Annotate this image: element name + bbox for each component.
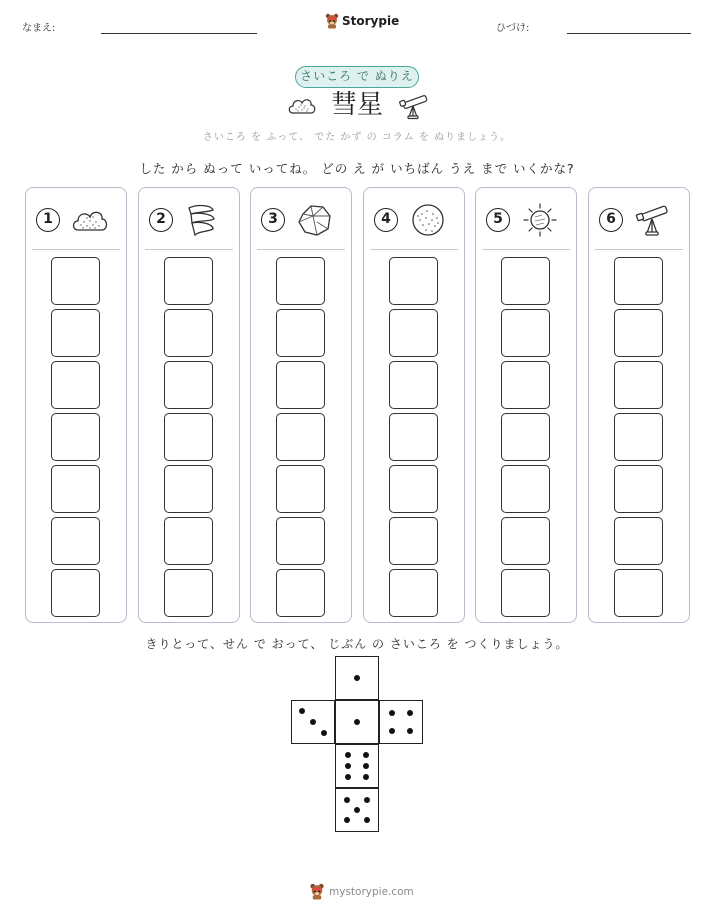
color-cell [389,517,438,565]
color-cell [389,361,438,409]
footer-url[interactable]: mystorypie.com [329,885,414,898]
color-cell [276,465,325,513]
color-cell [164,309,213,357]
color-cell [276,413,325,461]
date-label: ひづけ: [496,23,530,34]
die-pip [389,728,395,734]
subtitle: さいころ を ふって、 でた かず の コラム を ぬりましょう。 [202,132,512,143]
column-6 [588,187,690,623]
color-cell [164,361,213,409]
color-cell [276,361,325,409]
color-cell [276,257,325,305]
color-cell [164,413,213,461]
die-pip [364,797,370,803]
footer [309,883,414,900]
die-pip [407,710,413,716]
die-face-6 [335,744,379,788]
column-number: 3 [261,208,285,232]
color-cell [51,257,100,305]
column-divider [257,249,345,250]
color-cell [164,465,213,513]
die-pip [345,763,351,769]
color-cell [276,309,325,357]
color-cell [276,569,325,617]
column-number: 5 [486,208,510,232]
die-face-1 [335,656,379,700]
column-divider [370,249,458,250]
color-cell [501,257,550,305]
color-cell [501,569,550,617]
telescope-icon [398,92,432,120]
color-cell [51,361,100,409]
color-cell [501,413,550,461]
die-pip [345,774,351,780]
column-3 [250,187,352,623]
die-pip [363,763,369,769]
die-pip [345,752,351,758]
die-pip [344,817,350,823]
instruction: した から ぬって いってね。 どの え が いちばん うえ まで いくかな? [139,161,575,176]
die-pip [363,752,369,758]
column-divider [32,249,120,250]
die-face-3 [291,700,335,744]
column-4 [363,187,465,623]
sun-icon [520,202,560,238]
date-line [567,33,691,34]
color-cell [389,257,438,305]
color-cell [389,569,438,617]
ribbon-icon [183,202,223,238]
moon-icon [408,202,448,238]
cutout-instruction: きりとって、せん で おって、 じぶん の さいころ を つくりましょう。 [145,637,569,651]
color-cell [51,517,100,565]
activity-badge: さいころ で ぬりえ [295,66,419,88]
die-face-1-center [335,700,379,744]
color-cell [51,569,100,617]
color-cell [614,361,663,409]
color-cell [389,413,438,461]
column-1 [25,187,127,623]
die-pip [354,719,360,725]
rock-icon [295,202,335,238]
page-title: 彗星 [330,90,383,120]
color-cell [614,413,663,461]
column-divider [482,249,570,250]
cloud-icon [70,202,110,238]
die-pip [321,730,327,736]
die-pip [407,728,413,734]
column-5 [475,187,577,623]
die-pip [354,807,360,813]
color-cell [501,309,550,357]
color-cell [51,309,100,357]
name-line [101,33,257,34]
brand-name: Storypie [342,14,400,28]
telescope-icon [633,202,673,238]
color-cell [164,569,213,617]
color-cell [501,517,550,565]
color-cell [164,257,213,305]
die-face-4 [379,700,423,744]
color-cell [51,413,100,461]
bear-logo-icon [309,883,325,900]
column-number: 2 [149,208,173,232]
color-cell [501,361,550,409]
name-label: なまえ: [22,23,56,34]
color-cell [614,517,663,565]
color-cell [614,309,663,357]
column-number: 4 [374,208,398,232]
column-number: 6 [599,208,623,232]
die-face-5 [335,788,379,832]
color-cell [501,465,550,513]
color-cell [389,309,438,357]
die-pip [310,719,316,725]
die-pip [354,675,360,681]
color-cell [389,465,438,513]
color-cell [614,569,663,617]
color-cell [614,257,663,305]
die-pip [363,774,369,780]
column-divider [145,249,233,250]
column-2 [138,187,240,623]
die-pip [344,797,350,803]
brand-logo [325,13,399,29]
die-pip [299,708,305,714]
color-cell [164,517,213,565]
column-number: 1 [36,208,60,232]
bear-logo-icon [325,13,339,29]
color-cell [51,465,100,513]
die-pip [364,817,370,823]
color-cell [614,465,663,513]
color-cell [276,517,325,565]
column-divider [595,249,683,250]
die-pip [389,710,395,716]
